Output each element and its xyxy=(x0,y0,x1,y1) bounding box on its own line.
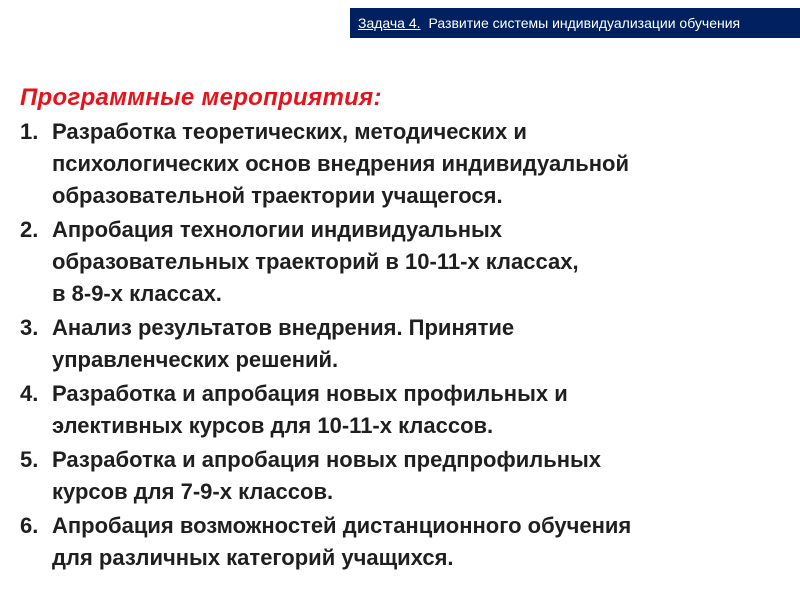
task-label: Задача 4. xyxy=(358,15,421,31)
list-item xyxy=(20,312,790,376)
program-list xyxy=(20,116,790,576)
section-title: Программные мероприятия: xyxy=(20,84,382,111)
item-text: Разработка и апробация новых профильных и xyxy=(52,381,568,406)
item-text: образовательных траекторий в 10-11-х классах, xyxy=(52,249,579,274)
item-number: 5. xyxy=(20,447,39,472)
list-item xyxy=(20,214,790,310)
task-title: Развитие системы индивидуализации обучения xyxy=(428,15,741,31)
list-item xyxy=(20,116,790,212)
item-number: 6. xyxy=(20,513,39,538)
item-text: в 8-9-х классах. xyxy=(52,281,222,306)
item-text: психологических основ внедрения индивидуальной xyxy=(52,151,629,176)
item-number: 2. xyxy=(20,217,39,242)
list-item xyxy=(20,510,790,574)
item-text: курсов для 7-9-х классов. xyxy=(52,479,334,504)
item-text: Апробация технологии индивидуальных xyxy=(52,217,503,242)
item-text: управленческих решений. xyxy=(52,347,339,372)
item-text: для различных категорий учащихся. xyxy=(52,545,454,570)
list-item xyxy=(20,444,790,508)
item-text: Разработка и апробация новых предпрофильных xyxy=(52,447,602,472)
item-text: образовательной траектории учащегося. xyxy=(52,183,503,208)
item-text: Анализ результатов внедрения. Принятие xyxy=(52,315,515,340)
item-text: элективных курсов для 10-11-х классов. xyxy=(52,413,494,438)
item-text: Апробация возможностей дистанционного обучения xyxy=(52,513,632,538)
list-item xyxy=(20,378,790,442)
item-number: 3. xyxy=(20,315,39,340)
header-bar xyxy=(350,8,800,38)
item-number: 1. xyxy=(20,119,39,144)
item-number: 4. xyxy=(20,381,39,406)
item-text: Разработка теоретических, методических и xyxy=(52,119,527,144)
